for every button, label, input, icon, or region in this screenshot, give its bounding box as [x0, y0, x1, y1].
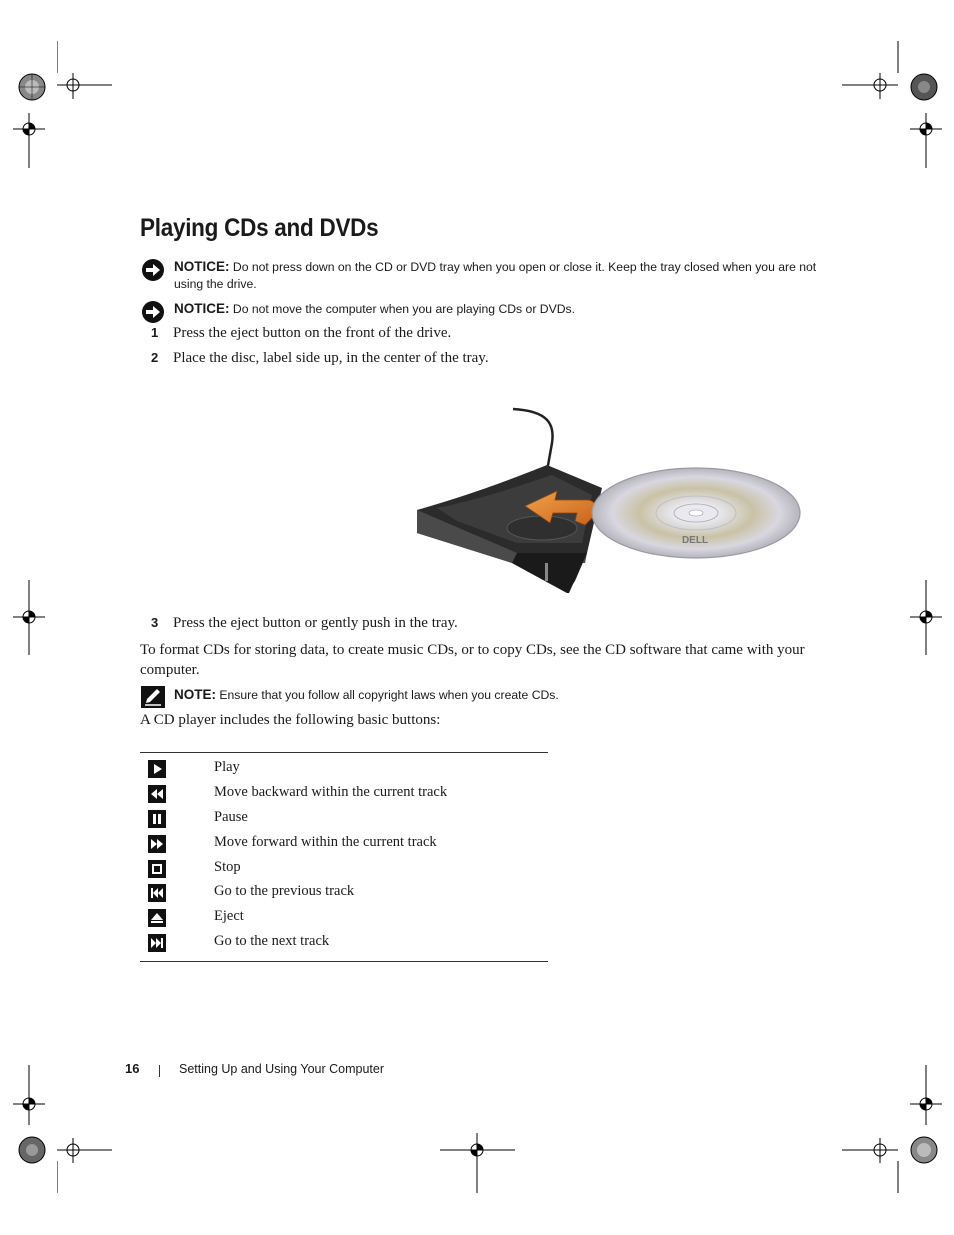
- note-label: NOTE:: [174, 687, 216, 702]
- crosshair-left-top: [13, 113, 45, 168]
- crosshair-right-top: [910, 113, 942, 168]
- play-icon: [148, 760, 166, 778]
- step-text: Press the eject button on the front of the drive.: [173, 325, 452, 341]
- step-text: Press the eject button or gently push in the tray.: [173, 615, 458, 631]
- notice-text: Do not press down on the CD or DVD tray when you open or close it. Keep the tray closed when you are not using the drive.: [174, 260, 817, 291]
- step-1: [151, 325, 451, 342]
- step-number: 1: [151, 325, 159, 340]
- table-row: [140, 907, 548, 932]
- pause-icon: [148, 810, 166, 828]
- button-description: Go to the previous track: [214, 883, 355, 900]
- table-row: [140, 808, 548, 833]
- notice-label: NOTICE:: [174, 259, 230, 274]
- crop-mark-bottom-left: [57, 1133, 112, 1193]
- button-description: Eject: [214, 908, 244, 925]
- pencil-note-icon: [141, 686, 165, 713]
- button-description: Play: [214, 759, 240, 775]
- step-3: [151, 615, 458, 632]
- crosshair-right-middle: [910, 580, 942, 655]
- stop-icon: [148, 860, 166, 878]
- registration-target-top-left: [17, 72, 47, 102]
- table-row: [140, 833, 548, 858]
- registration-target-bottom-right: [909, 1135, 939, 1165]
- button-description: Stop: [214, 858, 241, 875]
- fast-forward-icon: [148, 835, 166, 853]
- button-description: Move backward within the current track: [214, 783, 448, 800]
- notice-move: [141, 300, 821, 318]
- format-paragraph: To format CDs for storing data, to create music CDs, or to copy CDs, see the CD software that came with your computer.: [140, 642, 805, 678]
- table-row: [140, 882, 548, 907]
- cd-tray-illustration: [417, 403, 802, 603]
- step-text: Place the disc, label side up, in the center of the tray.: [173, 350, 489, 366]
- crosshair-left-middle: [13, 580, 45, 655]
- next-track-icon: [148, 934, 166, 952]
- note-text: Ensure that you follow all copyright laws when you create CDs.: [219, 688, 559, 702]
- step-number: 3: [151, 615, 159, 630]
- crosshair-right-bottom: [910, 1065, 942, 1125]
- registration-target-top-right: [909, 72, 939, 102]
- note-copyright: [141, 686, 821, 704]
- crop-mark-top-left: [57, 41, 112, 131]
- step-2: [151, 350, 489, 367]
- notice-text: Do not move the computer when you are playing CDs or DVDs.: [232, 302, 575, 316]
- table-row: [140, 783, 548, 808]
- page-title: Playing CDs and DVDs: [140, 214, 379, 242]
- crosshair-left-bottom: [13, 1065, 45, 1125]
- notice-label: NOTICE:: [174, 301, 230, 316]
- table-row: [140, 758, 548, 783]
- buttons-intro: A CD player includes the following basic buttons:: [140, 712, 441, 728]
- previous-track-icon: [148, 884, 166, 902]
- rewind-icon: [148, 785, 166, 803]
- crop-mark-bottom-right: [842, 1133, 902, 1193]
- button-description: Pause: [214, 808, 248, 825]
- registration-target-bottom-left: [17, 1135, 47, 1165]
- notice-tray: [141, 258, 821, 293]
- crop-mark-bottom-center: [440, 1133, 515, 1193]
- button-description: Move forward within the current track: [214, 833, 437, 850]
- disc-logo: DELL: [681, 535, 709, 546]
- table-row: [140, 932, 548, 957]
- cd-player-buttons-table: [140, 752, 548, 962]
- page-number: 16: [125, 1061, 140, 1076]
- footer-section-title: Setting Up and Using Your Computer: [179, 1062, 384, 1076]
- notice-arrow-icon: [141, 258, 165, 287]
- button-description: Go to the next track: [214, 933, 330, 950]
- eject-icon: [148, 909, 166, 927]
- table-row: [140, 858, 548, 883]
- footer-separator: [159, 1065, 160, 1077]
- crop-mark-top-right: [842, 41, 902, 131]
- step-number: 2: [151, 350, 159, 365]
